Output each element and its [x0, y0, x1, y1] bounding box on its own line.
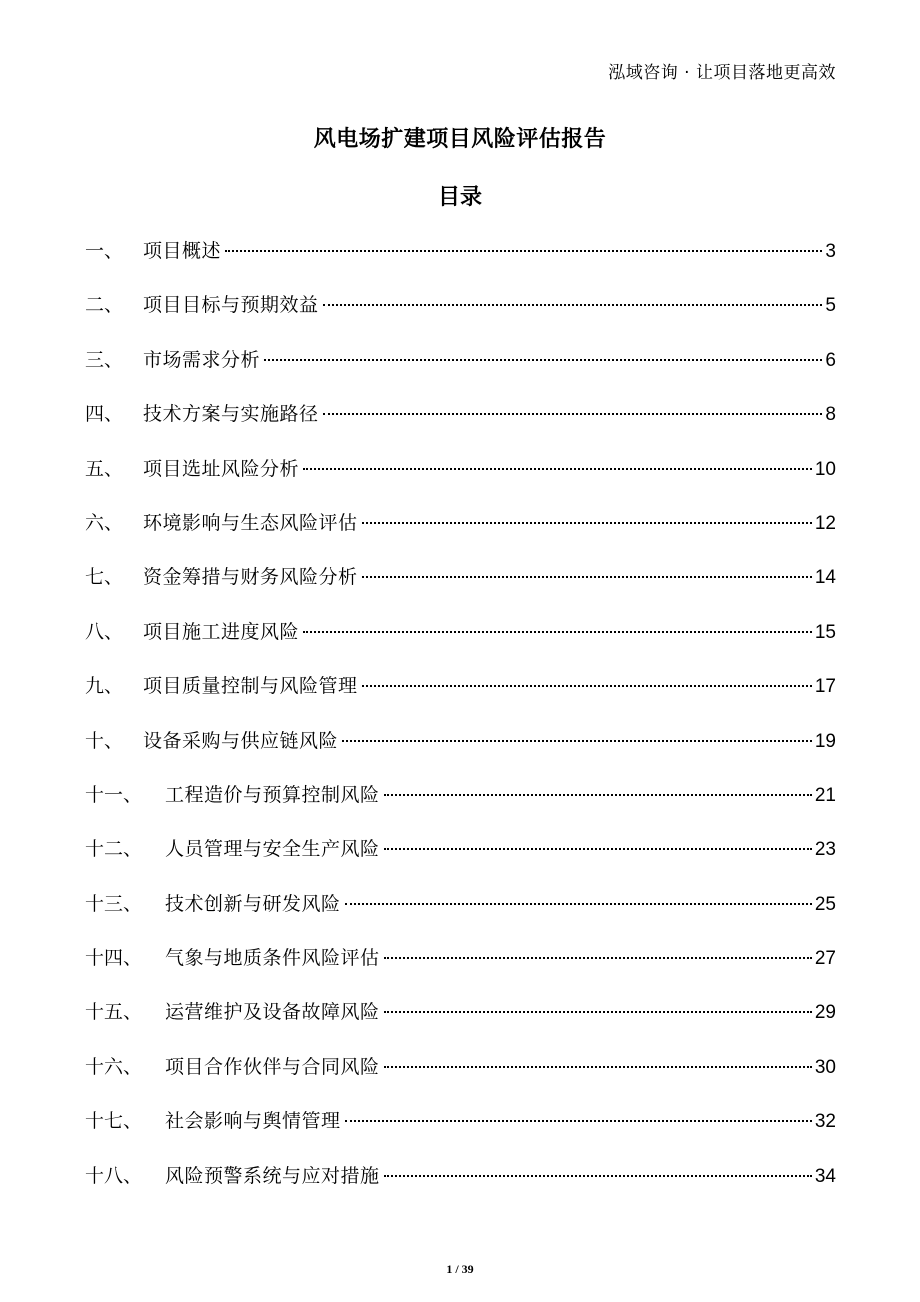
toc-entry-label: 资金筹措与财务风险分析 [143, 566, 358, 589]
toc-entry-number: 十五、 [85, 1001, 143, 1024]
toc-entry-page: 32 [814, 1111, 836, 1133]
toc-dot-leader [362, 685, 812, 687]
toc-entry-label: 项目概述 [143, 240, 222, 262]
toc-entry-label: 项目质量控制与风险管理 [143, 675, 358, 698]
toc-entry[interactable] [85, 1161, 836, 1215]
toc-dot-leader [345, 903, 812, 905]
toc-entry[interactable] [85, 399, 836, 453]
toc-entry-page: 25 [814, 893, 836, 915]
toc-entry-number: 三、 [85, 348, 124, 371]
toc-entry[interactable] [85, 889, 836, 943]
toc-entry[interactable] [85, 671, 836, 725]
toc-entry-page: 5 [825, 295, 836, 317]
toc-entry[interactable] [85, 562, 836, 616]
toc-entry-label: 风险预警系统与应对措施 [165, 1164, 380, 1187]
toc-dot-leader [323, 413, 823, 415]
toc-entry-page: 15 [814, 621, 836, 643]
toc-entry-number: 十七、 [85, 1110, 143, 1133]
toc-entry-page: 8 [825, 404, 836, 426]
toc-entry-number: 八、 [85, 620, 124, 643]
toc-heading: 目录 [437, 185, 482, 210]
toc-entry[interactable] [85, 236, 836, 290]
toc-entry-page: 21 [814, 784, 836, 806]
toc-entry-number: 十八、 [85, 1164, 143, 1187]
toc-entry-label: 环境影响与生态风险评估 [143, 511, 358, 534]
toc-dot-leader [362, 522, 812, 524]
toc-entry[interactable] [85, 508, 836, 562]
table-of-contents [85, 236, 836, 1215]
toc-dot-leader [342, 740, 812, 742]
toc-dot-leader [303, 468, 812, 470]
toc-entry-number: 二、 [85, 294, 124, 317]
toc-entry-page: 34 [814, 1165, 836, 1187]
toc-entry-number: 九、 [85, 675, 124, 698]
document-title: 风电场扩建项目风险评估报告 [313, 127, 607, 152]
toc-dot-leader [384, 1066, 812, 1068]
toc-entry-label: 市场需求分析 [143, 348, 261, 371]
toc-entry-label: 社会影响与舆情管理 [165, 1110, 341, 1133]
toc-entry-page: 29 [814, 1002, 836, 1024]
toc-entry[interactable] [85, 1052, 836, 1106]
toc-entry-page: 6 [825, 349, 836, 371]
toc-entry-page: 10 [814, 458, 836, 480]
toc-entry[interactable] [85, 780, 836, 834]
toc-dot-leader [264, 359, 822, 361]
toc-entry[interactable] [85, 345, 836, 399]
toc-entry[interactable] [85, 834, 836, 888]
toc-entry-page: 27 [814, 948, 836, 970]
toc-entry-page: 17 [814, 676, 836, 698]
toc-entry-number: 五、 [85, 457, 124, 480]
toc-entry-label: 项目合作伙伴与合同风险 [165, 1055, 380, 1078]
toc-entry-number: 十四、 [85, 947, 143, 970]
toc-entry-page: 3 [825, 241, 836, 262]
toc-dot-leader [323, 304, 823, 306]
toc-entry-number: 六、 [85, 511, 124, 534]
toc-dot-leader [303, 631, 812, 633]
toc-entry-label: 项目目标与预期效益 [143, 294, 319, 317]
toc-entry-page: 30 [814, 1056, 836, 1078]
toc-entry[interactable] [85, 726, 836, 780]
toc-entry-number: 十六、 [85, 1055, 143, 1078]
toc-entry-label: 项目施工进度风险 [143, 620, 300, 643]
toc-entry-number: 十二、 [85, 838, 143, 861]
page-number: 1 / 39 [446, 1262, 474, 1276]
toc-dot-leader [362, 576, 812, 578]
toc-entry-label: 技术创新与研发风险 [165, 892, 341, 915]
toc-entry-number: 一、 [85, 240, 124, 262]
toc-entry[interactable] [85, 454, 836, 508]
toc-entry-page: 12 [814, 512, 836, 534]
toc-dot-leader [384, 794, 812, 796]
toc-dot-leader [384, 1011, 812, 1013]
toc-entry-label: 项目选址风险分析 [143, 457, 300, 480]
toc-entry-number: 十三、 [85, 892, 143, 915]
toc-dot-leader [384, 848, 812, 850]
toc-entry-number: 四、 [85, 403, 124, 426]
toc-entry-number: 十、 [85, 729, 124, 752]
toc-entry-number: 十一、 [85, 783, 143, 806]
toc-entry-label: 工程造价与预算控制风险 [165, 783, 380, 806]
toc-dot-leader [225, 250, 822, 252]
toc-entry[interactable] [85, 290, 836, 344]
toc-entry-page: 14 [814, 567, 836, 589]
toc-entry-label: 技术方案与实施路径 [143, 403, 319, 426]
toc-entry[interactable] [85, 997, 836, 1051]
toc-dot-leader [345, 1120, 812, 1122]
toc-entry-label: 运营维护及设备故障风险 [165, 1001, 380, 1024]
header-tagline: 泓域咨询 · 让项目落地更高效 [608, 63, 836, 83]
toc-entry-page: 19 [814, 730, 836, 752]
toc-entry-number: 七、 [85, 566, 124, 589]
toc-entry-label: 人员管理与安全生产风险 [165, 838, 380, 861]
toc-entry[interactable] [85, 1106, 836, 1160]
toc-entry-label: 气象与地质条件风险评估 [165, 947, 380, 970]
toc-dot-leader [384, 1175, 812, 1177]
toc-entry-page: 23 [814, 839, 836, 861]
toc-entry-label: 设备采购与供应链风险 [143, 729, 339, 752]
toc-entry[interactable] [85, 943, 836, 997]
toc-dot-leader [384, 957, 812, 959]
toc-entry[interactable] [85, 617, 836, 671]
